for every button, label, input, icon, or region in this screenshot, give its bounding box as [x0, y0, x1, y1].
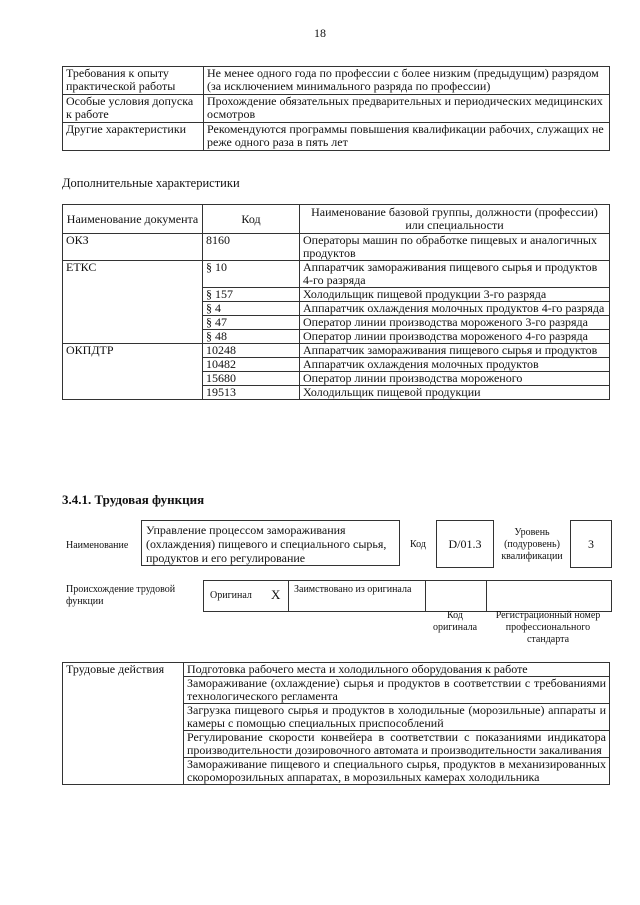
name-cell: Аппаратчик охлаждения молочных продуктов 4-го разряда	[300, 302, 610, 316]
labor-action-item: Замораживание (охлаждение) сырья и продуктов в соответствии с требованиями технологического регламента	[184, 677, 610, 704]
table-row	[63, 95, 610, 123]
doc-cell: ОКПДТР	[63, 344, 203, 400]
row-label: Особые условия допуска к работе	[63, 95, 204, 123]
table-row	[63, 261, 610, 288]
labor-action-item: Замораживание пищевого и специального сырья, продуктов в механизированных скороморозильных аппаратах, в морозильных камерах холодильника	[184, 758, 610, 785]
original-mark: X	[271, 587, 281, 602]
original-box	[203, 580, 289, 612]
labor-action-item: Загрузка пищевого сырья и продуктов в холодильные (морозильные) аппараты и камеры с помощью специальных приспособлений	[184, 704, 610, 731]
name-cell: Оператор линии производства мороженого 4-го разряда	[300, 330, 610, 344]
doc-cell: ЕТКС	[63, 261, 203, 344]
code-cell: 19513	[203, 386, 300, 400]
function-heading: 3.4.1. Трудовая функция	[62, 492, 205, 507]
row-label: Требования к опыту практической работы	[63, 67, 204, 95]
requirements-table	[62, 66, 610, 151]
code-cell: 10482	[203, 358, 300, 372]
labor-actions-label: Трудовые действия	[63, 663, 184, 785]
row-value: Не менее одного года по профессии с более низким (предыдущим) разрядом (за исключением минимального разряда по профессии)	[204, 67, 610, 95]
borrowed-box	[288, 580, 426, 612]
code-cell: 15680	[203, 372, 300, 386]
name-cell: Операторы машин по обработке пищевых и аналогичных продуктов	[300, 234, 610, 261]
original-label: Оригинал	[210, 590, 252, 601]
table-row	[63, 663, 610, 677]
additional-characteristics-title: Дополнительные характеристики	[62, 176, 240, 190]
level-box: 3	[570, 520, 612, 568]
name-cell: Холодильщик пищевой продукции 3-го разряда	[300, 288, 610, 302]
code-cell: 8160	[203, 234, 300, 261]
function-name-box: Управление процессом замораживания (охлаждения) пищевого и специального сырья, продуктов и его регулирование	[141, 520, 400, 566]
header-code: Код	[203, 205, 300, 234]
code-cell: § 10	[203, 261, 300, 288]
header-document: Наименование документа	[63, 205, 203, 234]
origin-label: Происхождение трудовой функции	[66, 584, 176, 607]
function-code-box: D/01.3	[436, 520, 494, 568]
labor-actions-table	[62, 662, 610, 785]
registration-number-box	[486, 580, 612, 612]
name-cell: Аппаратчик замораживания пищевого сырья и продуктов	[300, 344, 610, 358]
registration-caption: Регистрационный номер профессионального стандарта	[495, 610, 601, 645]
code-cell: § 4	[203, 302, 300, 316]
original-code-box	[425, 580, 487, 612]
code-cell: § 47	[203, 316, 300, 330]
table-row	[63, 344, 610, 358]
borrowed-label: Заимствовано из оригинала	[294, 584, 412, 595]
table-row	[63, 67, 610, 95]
table-header-row	[63, 205, 610, 234]
name-cell: Аппаратчик замораживания пищевого сырья и продуктов 4-го разряда	[300, 261, 610, 288]
row-value: Прохождение обязательных предварительных и периодических медицинских осмотров	[204, 95, 610, 123]
name-cell: Оператор линии производства мороженого	[300, 372, 610, 386]
table-row	[63, 234, 610, 261]
code-caption: Код оригинала	[432, 610, 478, 633]
doc-cell: ОКЗ	[63, 234, 203, 261]
row-label: Другие характеристики	[63, 123, 204, 151]
code-cell: § 157	[203, 288, 300, 302]
code-label: Код	[410, 539, 426, 550]
table-row	[63, 123, 610, 151]
name-cell: Оператор линии производства мороженого 3-го разряда	[300, 316, 610, 330]
level-label: Уровень (подуровень) квалификации	[501, 527, 563, 562]
labor-action-item: Регулирование скорости конвейера в соответствии с показаниями индикатора производительности дозировочного автомата и производительности закаливания	[184, 731, 610, 758]
labor-action-item: Подготовка рабочего места и холодильного оборудования к работе	[184, 663, 610, 677]
name-cell: Холодильщик пищевой продукции	[300, 386, 610, 400]
name-cell: Аппаратчик охлаждения молочных продуктов	[300, 358, 610, 372]
header-name: Наименование базовой группы, должности (профессии) или специальности	[300, 205, 610, 234]
code-cell: § 48	[203, 330, 300, 344]
code-cell: 10248	[203, 344, 300, 358]
additional-characteristics-table	[62, 204, 610, 400]
page-number: 18	[314, 26, 326, 40]
row-value: Рекомендуются программы повышения квалификации рабочих, служащих не реже одного раза в пять лет	[204, 123, 610, 151]
name-label: Наименование	[66, 540, 129, 551]
